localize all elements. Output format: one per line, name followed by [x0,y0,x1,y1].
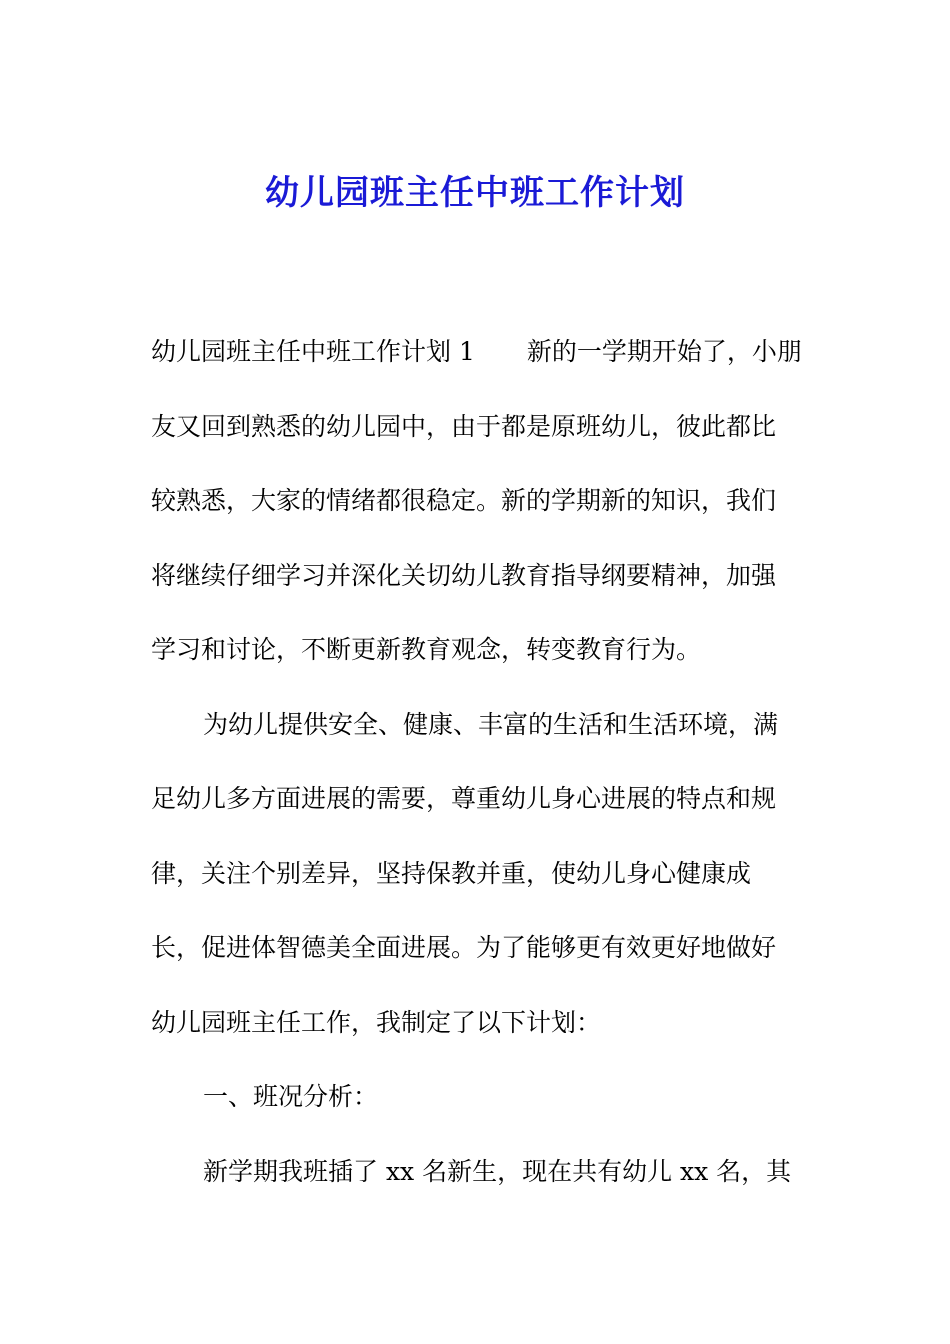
paragraph-line [151,330,801,405]
paragraph-line: 长，促进体智德美全面进展。为了能够更有效更好地做好 [151,933,777,962]
paragraph-line: 学习和讨论，不断更新教育观念，转变教育行为。 [151,635,702,664]
paragraph-text: 新的一学期开始了，小朋 [526,337,802,366]
document-body [151,330,801,1224]
document-title: 幼儿园班主任中班工作计划 [265,173,685,213]
paragraph-line: 律，关注个别差异，坚持保教并重，使幼儿身心健康成 [151,858,752,888]
paragraph-line: 友又回到熟悉的幼儿园中，由于都是原班幼儿，彼此都比 [151,411,777,441]
section-heading-inline: 幼儿园班主任中班工作计划 1 [151,337,475,366]
paragraph-line: 为幼儿提供安全、健康、丰富的生活和生活环境，满 [203,709,779,739]
paragraph-line: 较熟悉，大家的情绪都很稳定。新的学期新的知识，我们 [151,486,777,515]
section-heading: 一、班况分析： [203,1082,379,1111]
paragraph-line: 将继续仔细学习并深化关切幼儿教育指导纲要精神，加强 [151,560,777,590]
paragraph-line: 新学期我班插了 xx 名新生，现在共有幼儿 xx 名，其 [203,1156,792,1186]
paragraph-line: 足幼儿多方面进展的需要，尊重幼儿身心进展的特点和规 [151,784,777,813]
paragraph-line: 幼儿园班主任工作，我制定了以下计划： [151,1007,602,1037]
